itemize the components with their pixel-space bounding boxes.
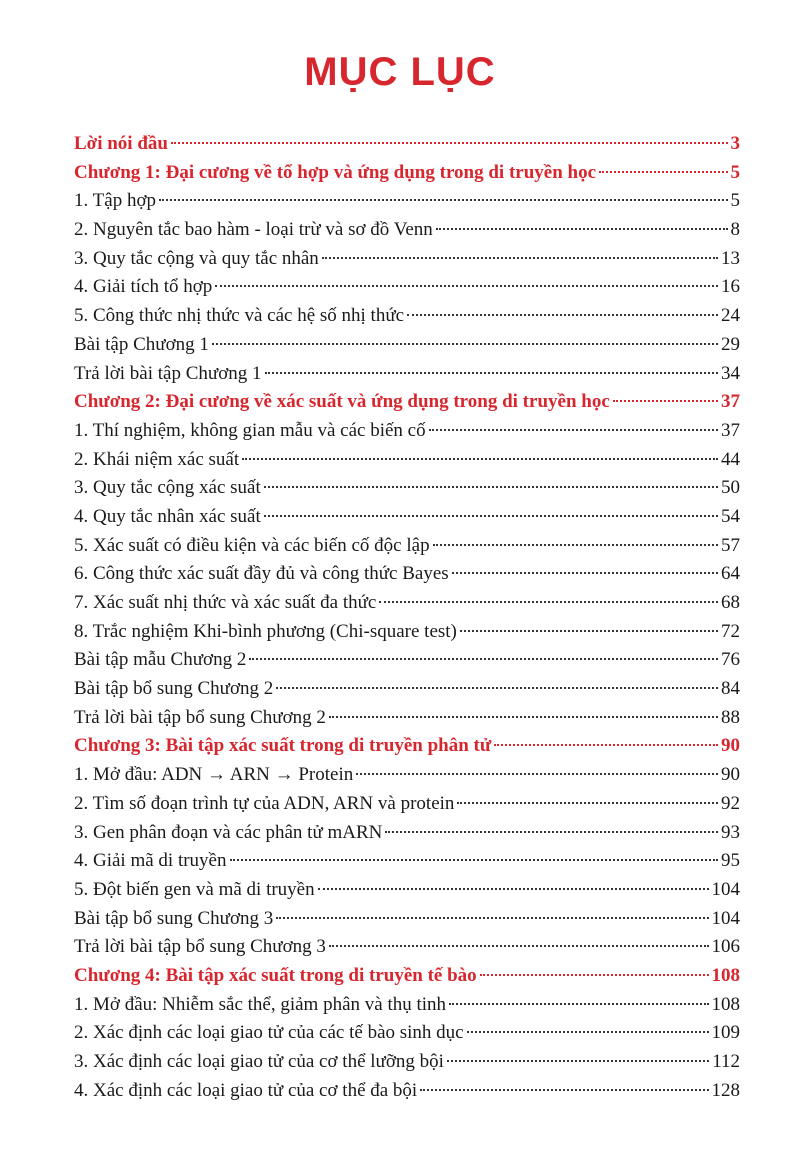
toc-entry-label: 1. Mở đầu: Nhiễm sắc thể, giảm phân và thụ tinh bbox=[74, 993, 447, 1015]
dot-leader bbox=[242, 457, 718, 460]
toc-entry-page-number: 50 bbox=[721, 477, 740, 499]
toc-entry-page-number: 13 bbox=[721, 247, 740, 269]
toc-entry-page-number: 34 bbox=[721, 362, 740, 384]
dot-leader bbox=[420, 1088, 708, 1091]
dot-leader bbox=[212, 342, 718, 345]
toc-entry-label: 4. Giải tích tổ hợp bbox=[74, 276, 213, 298]
toc-entry-page-number: 54 bbox=[721, 505, 740, 527]
toc-entry-page-number: 68 bbox=[721, 592, 740, 613]
toc-entry bbox=[74, 532, 740, 561]
toc-entry-page-number: 106 bbox=[711, 936, 740, 958]
toc-entry-page-number: 64 bbox=[721, 563, 740, 585]
toc-chapter-entry bbox=[74, 388, 740, 417]
toc-entry bbox=[74, 446, 740, 475]
toc-entry-label: 4. Giải mã di truyền bbox=[74, 850, 227, 872]
toc-entry-page-number: 37 bbox=[721, 391, 740, 413]
toc-entry-label: 7. Xác suất nhị thức và xác suất đa thức bbox=[74, 592, 377, 613]
table-of-contents bbox=[74, 130, 740, 1105]
toc-entry-label: 5. Xác suất có điều kiện và các biến cố độc lập bbox=[74, 534, 430, 556]
toc-entry-page-number: 5 bbox=[730, 161, 740, 183]
toc-entry-page-number: 104 bbox=[711, 878, 740, 900]
toc-entry bbox=[74, 1077, 740, 1106]
toc-entry bbox=[74, 474, 740, 503]
dot-leader bbox=[276, 916, 708, 919]
toc-entry-label: 3. Gen phân đoạn và các phân tử mARN bbox=[74, 821, 383, 843]
toc-entry-page-number: 5 bbox=[730, 190, 740, 212]
dot-leader bbox=[494, 743, 718, 746]
toc-entry bbox=[74, 905, 740, 934]
toc-entry-page-number: 108 bbox=[711, 993, 740, 1015]
dot-leader bbox=[265, 371, 719, 374]
toc-entry-page-number: 37 bbox=[721, 419, 740, 441]
toc-entry-label: Bài tập mẫu Chương 2 bbox=[74, 649, 247, 671]
toc-entry-page-number: 108 bbox=[711, 964, 740, 986]
toc-entry-page-number: 104 bbox=[711, 907, 740, 929]
dot-leader bbox=[436, 227, 728, 230]
toc-entry bbox=[74, 847, 740, 876]
toc-entry-page-number: 44 bbox=[721, 448, 740, 470]
dot-leader bbox=[385, 830, 718, 833]
dot-leader bbox=[159, 198, 728, 201]
toc-entry-label: Chương 4: Bài tập xác suất trong di truyền tế bào bbox=[74, 964, 477, 986]
toc-entry-page-number: 109 bbox=[711, 1022, 740, 1044]
toc-entry-page-number: 16 bbox=[721, 276, 740, 298]
toc-entry-page-number: 57 bbox=[721, 534, 740, 556]
toc-entry-label: 2. Nguyên tắc bao hàm - loại trừ và sơ đồ Venn bbox=[74, 219, 433, 241]
dot-leader bbox=[407, 313, 718, 316]
dot-leader bbox=[230, 858, 719, 861]
dot-leader bbox=[356, 772, 718, 775]
toc-entry-label: 2. Xác định các loại giao tử của các tế bào sinh dục bbox=[74, 1022, 464, 1044]
dot-leader bbox=[249, 657, 718, 660]
toc-entry bbox=[74, 790, 740, 819]
toc-entry-label: 6. Công thức xác suất đầy đủ và công thức Bayes bbox=[74, 563, 449, 585]
toc-entry-page-number: 76 bbox=[721, 649, 740, 671]
toc-entry-page-number: 90 bbox=[721, 764, 740, 786]
toc-entry-label: Bài tập bổ sung Chương 3 bbox=[74, 907, 274, 929]
toc-entry bbox=[74, 273, 740, 302]
toc-entry bbox=[74, 245, 740, 274]
dot-leader bbox=[429, 428, 718, 431]
toc-entry-label: 2. Khái niệm xác suất bbox=[74, 448, 240, 470]
toc-entry bbox=[74, 761, 740, 790]
toc-entry-label: Trả lời bài tập bổ sung Chương 2 bbox=[74, 706, 326, 728]
toc-chapter-entry bbox=[74, 962, 740, 991]
toc-entry-page-number: 29 bbox=[721, 333, 740, 355]
dot-leader bbox=[433, 543, 718, 546]
toc-entry-page-number: 24 bbox=[721, 305, 740, 327]
toc-entry-label: Lời nói đầu bbox=[74, 133, 168, 154]
dot-leader bbox=[599, 170, 727, 173]
toc-entry-label: 5. Công thức nhị thức và các hệ số nhị thức bbox=[74, 305, 405, 327]
toc-entry-label: Chương 1: Đại cương về tổ hợp và ứng dụng trong di truyền học bbox=[74, 161, 597, 183]
toc-entry-label: 1. Tập hợp bbox=[74, 190, 156, 212]
toc-entry bbox=[74, 216, 740, 245]
toc-entry-page-number: 93 bbox=[721, 821, 740, 843]
toc-entry bbox=[74, 331, 740, 360]
dot-leader bbox=[613, 399, 718, 402]
dot-leader bbox=[452, 571, 718, 574]
toc-entry-label: Chương 2: Đại cương về xác suất và ứng dụng trong di truyền học bbox=[74, 391, 610, 413]
dot-leader bbox=[467, 1030, 709, 1033]
toc-entry bbox=[74, 302, 740, 331]
toc-entry bbox=[74, 1019, 740, 1048]
dot-leader bbox=[264, 485, 718, 488]
toc-chapter-entry bbox=[74, 130, 740, 159]
toc-entry-label: Bài tập bổ sung Chương 2 bbox=[74, 678, 274, 700]
toc-entry bbox=[74, 589, 740, 618]
toc-entry-label: Bài tập Chương 1 bbox=[74, 333, 209, 355]
toc-entry-label: 3. Xác định các loại giao tử của cơ thể lưỡng bội bbox=[74, 1051, 444, 1072]
dot-leader bbox=[264, 514, 718, 517]
dot-leader bbox=[276, 686, 718, 689]
toc-entry bbox=[74, 187, 740, 216]
toc-entry bbox=[74, 360, 740, 389]
toc-entry-page-number: 72 bbox=[721, 620, 740, 642]
dot-leader bbox=[215, 284, 718, 287]
dot-leader bbox=[480, 973, 709, 976]
toc-entry bbox=[74, 933, 740, 962]
toc-entry-label: Trả lời bài tập Chương 1 bbox=[74, 362, 262, 384]
toc-entry-page-number: 90 bbox=[721, 735, 740, 757]
toc-entry-page-number: 3 bbox=[730, 133, 740, 154]
toc-entry-label: 3. Quy tắc cộng xác suất bbox=[74, 477, 261, 499]
dot-leader bbox=[457, 801, 718, 804]
dot-leader bbox=[460, 629, 718, 632]
toc-entry-label: 1. Thí nghiệm, không gian mẫu và các biến cố bbox=[74, 419, 426, 441]
toc-entry bbox=[74, 417, 740, 446]
dot-leader bbox=[322, 256, 718, 259]
toc-entry-label: 5. Đột biến gen và mã di truyền bbox=[74, 878, 315, 900]
toc-entry-page-number: 92 bbox=[721, 792, 740, 814]
toc-entry bbox=[74, 991, 740, 1020]
toc-entry-label: 4. Quy tắc nhân xác suất bbox=[74, 505, 261, 527]
toc-chapter-entry bbox=[74, 159, 740, 188]
toc-entry-page-number: 84 bbox=[721, 678, 740, 700]
toc-entry bbox=[74, 618, 740, 647]
page-title: MỤC LỤC bbox=[304, 50, 496, 94]
toc-entry bbox=[74, 819, 740, 848]
dot-leader bbox=[379, 600, 718, 603]
dot-leader bbox=[447, 1059, 709, 1062]
toc-entry-page-number: 8 bbox=[730, 219, 740, 241]
toc-entry bbox=[74, 704, 740, 733]
toc-entry-label: 8. Trắc nghiệm Khi-bình phương (Chi-square test) bbox=[74, 620, 457, 642]
toc-entry-label: Chương 3: Bài tập xác suất trong di truyền phân tử bbox=[74, 735, 492, 757]
toc-entry-page-number: 95 bbox=[721, 850, 740, 872]
toc-entry-page-number: 88 bbox=[721, 706, 740, 728]
toc-entry bbox=[74, 646, 740, 675]
dot-leader bbox=[318, 887, 709, 890]
dot-leader bbox=[171, 141, 728, 144]
toc-entry bbox=[74, 503, 740, 532]
dot-leader bbox=[329, 715, 718, 718]
toc-entry-label: 2. Tìm số đoạn trình tự của ADN, ARN và protein bbox=[74, 792, 455, 814]
toc-entry-label: 1. Mở đầu: ADN → ARN → Protein bbox=[74, 764, 354, 786]
toc-chapter-entry bbox=[74, 732, 740, 761]
dot-leader bbox=[329, 944, 709, 947]
toc-entry bbox=[74, 675, 740, 704]
toc-entry-page-number: 112 bbox=[712, 1051, 740, 1072]
toc-entry bbox=[74, 876, 740, 905]
dot-leader bbox=[449, 1002, 708, 1005]
toc-entry-label: 3. Quy tắc cộng và quy tắc nhân bbox=[74, 247, 319, 269]
toc-entry bbox=[74, 560, 740, 589]
toc-entry-label: Trả lời bài tập bổ sung Chương 3 bbox=[74, 936, 326, 958]
toc-entry bbox=[74, 1048, 740, 1077]
toc-entry-label: 4. Xác định các loại giao tử của cơ thể đa bội bbox=[74, 1079, 418, 1101]
toc-entry-page-number: 128 bbox=[711, 1079, 740, 1101]
